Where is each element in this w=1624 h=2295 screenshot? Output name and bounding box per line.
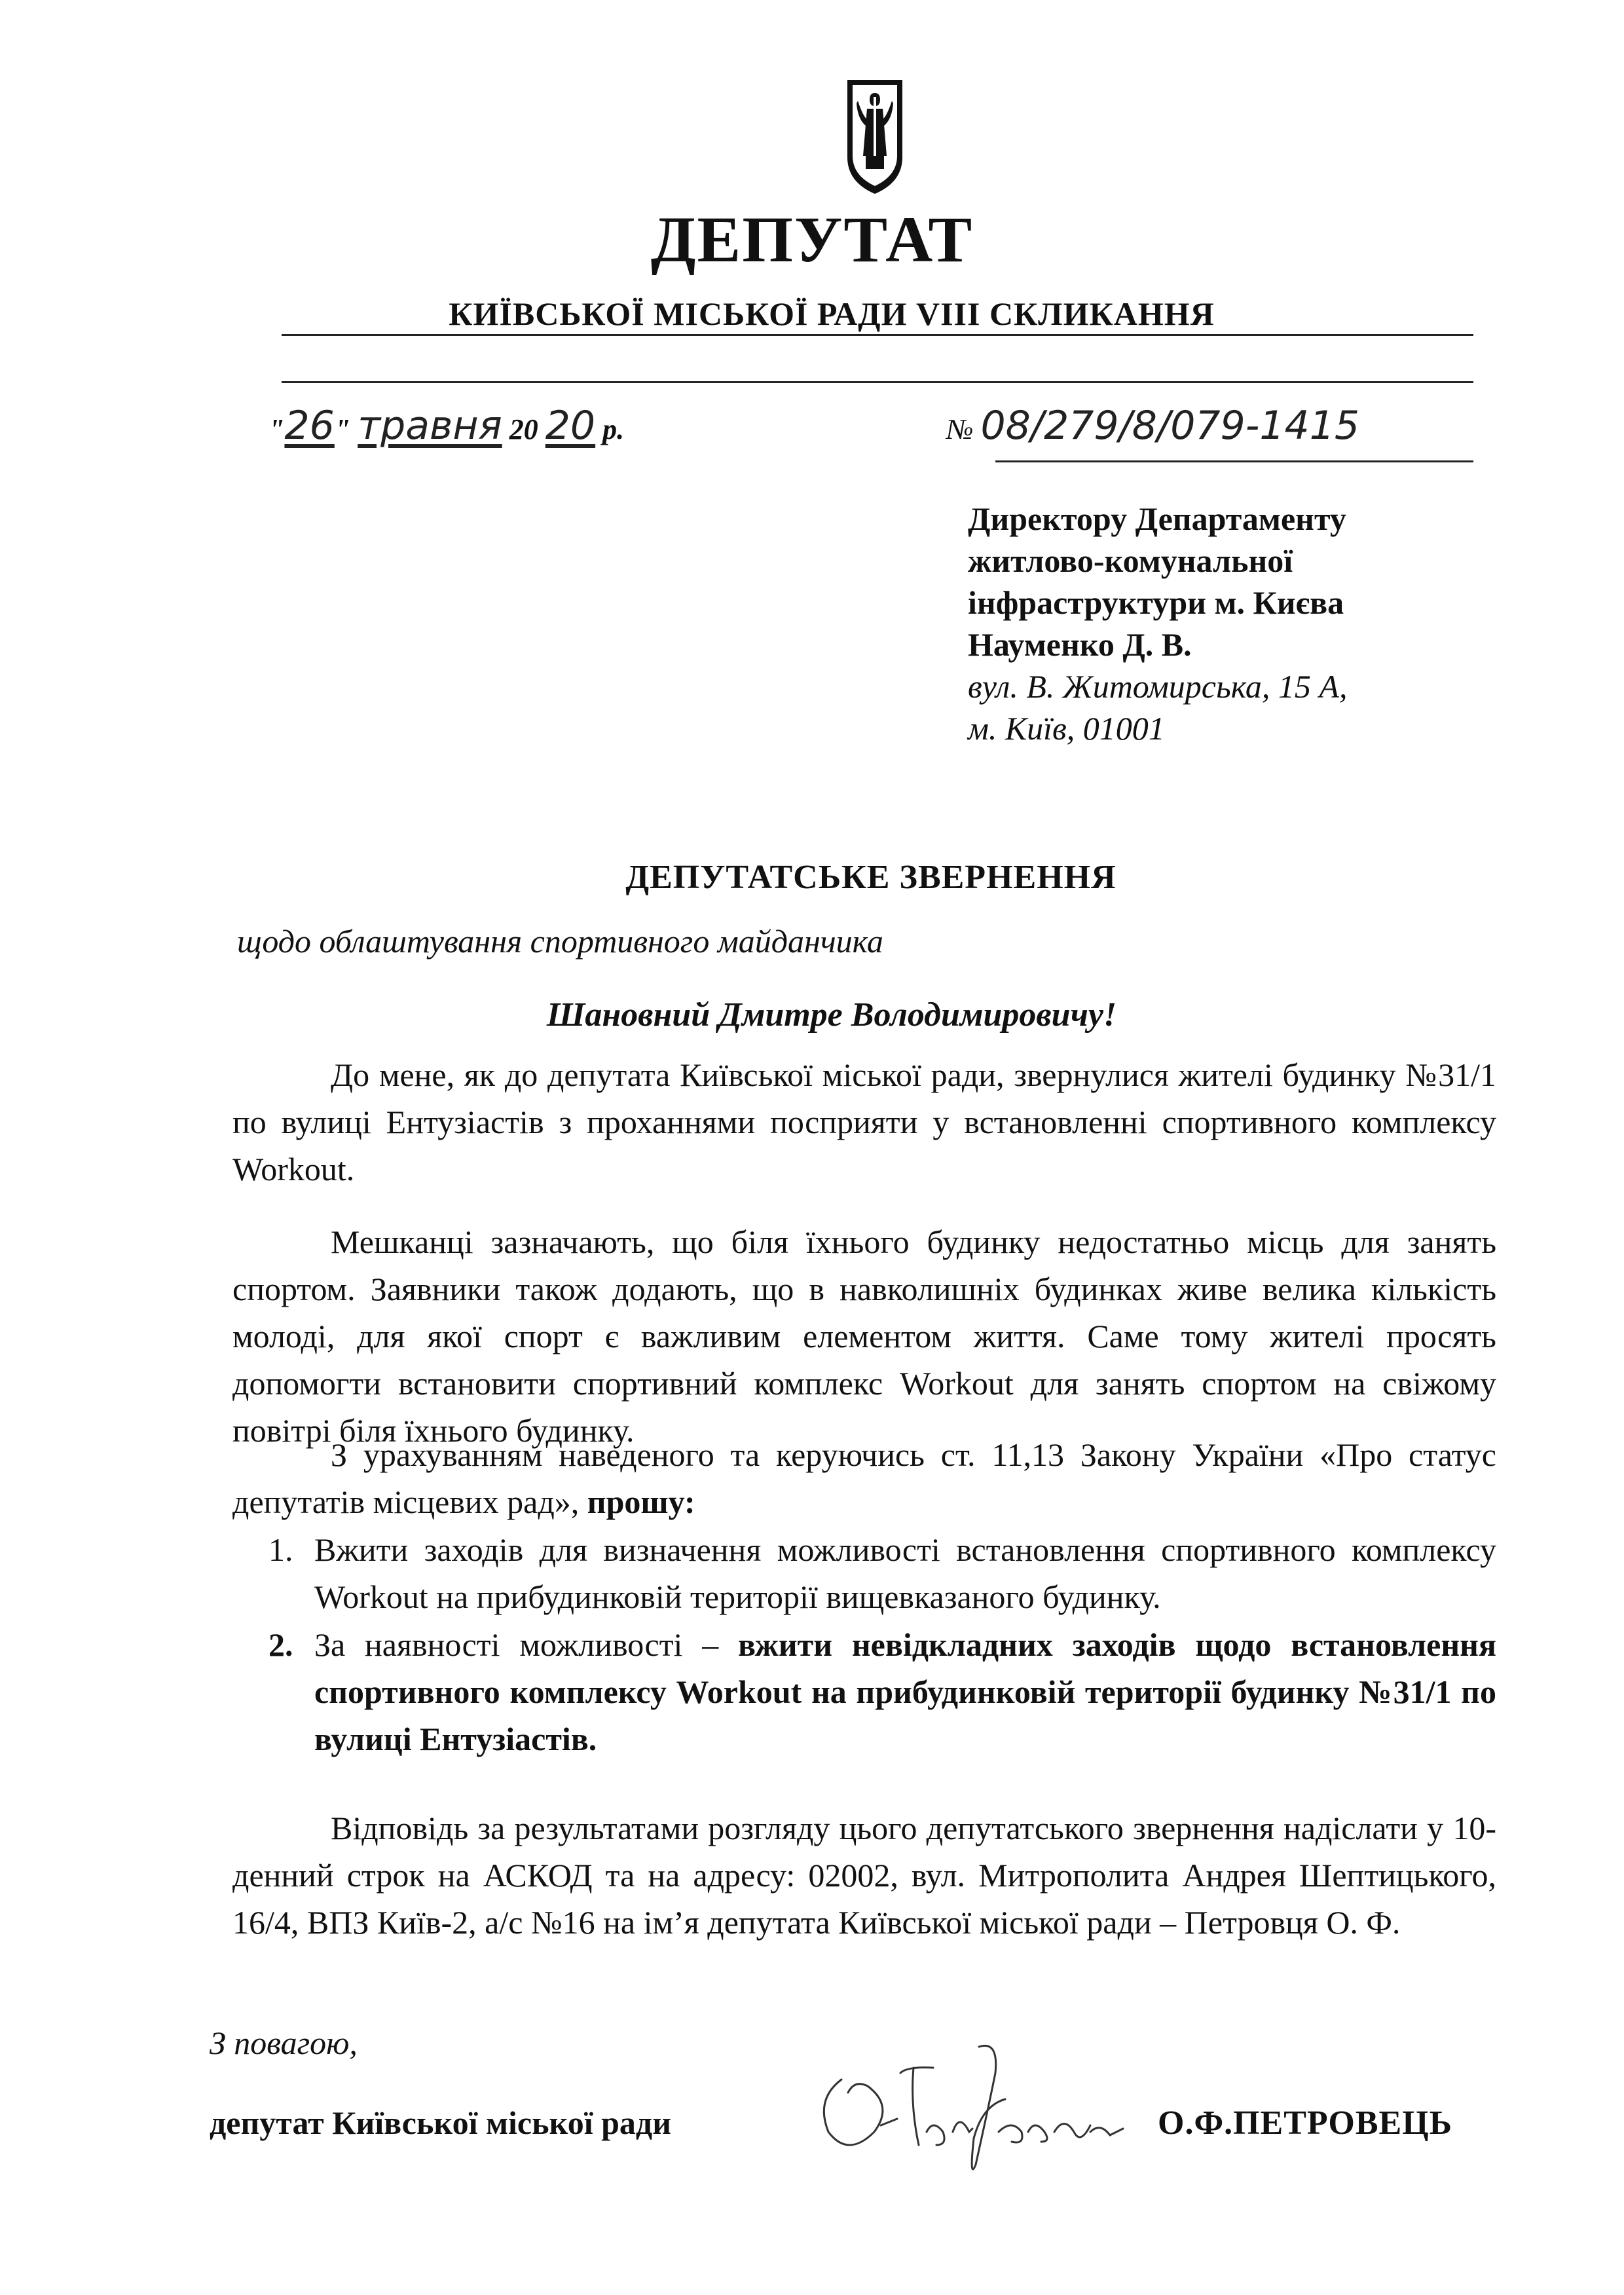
- body-paragraph-2: Мешканці зазначають, що біля їхнього будинку недостатньо місць для занять спортом. Заявники також додають, що в навколишніх будинках живе велика кількість молоді, для якої спорт є важливим елементом життя. Саме тому жителі просять допомогти встановити спортивний комплекс Workout для занять спортом на свіжому повітрі біля їхнього будинку.: [232, 1223, 1496, 1449]
- body-paragraph-4: Відповідь за результатами розгляду цього депутатського звернення надіслати у 10-денний строк на АСКОД та на адресу: 02002, вул. Митрополита Андрея Шептицького, 16/4, ВПЗ Київ-2, а/с №16 на ім’я депутата Київської міської ради – Петровця О. Ф.: [232, 1810, 1496, 1941]
- addressee-line: Директору Департаменту: [968, 500, 1346, 537]
- header-divider-bottom: [282, 381, 1473, 383]
- body-paragraph-3: [232, 1431, 1496, 1525]
- date-year-prefix: 20: [509, 413, 538, 445]
- handwritten-signature-icon: [802, 2034, 1136, 2184]
- document-subject: щодо облаштування спортивного майданчика: [237, 923, 883, 960]
- addressee-city: м. Київ, 01001: [968, 710, 1165, 747]
- greeting: Шановний Дмитре Володимировичу!: [546, 996, 1117, 1034]
- reg-number-underline: [995, 460, 1473, 462]
- closing-regards: З повагою,: [210, 2024, 358, 2061]
- document-title: ДЕПУТАТСЬКЕ ЗВЕРНЕННЯ: [625, 859, 1116, 896]
- addressee-street: вул. В. Житомирська, 15 А,: [968, 668, 1348, 705]
- item-number: 2.: [268, 1626, 293, 1663]
- date-r: р.: [602, 413, 625, 445]
- date-quote-open: ": [268, 413, 285, 445]
- body-paragraph-1: До мене, як до депутата Київської міської ради, звернулися жителі будинку №31/1 по вулиці Ентузіастів з проханнями посприяти у встановленні спортивного комплексу Workout.: [232, 1056, 1496, 1187]
- letter-date: [268, 403, 624, 449]
- kyiv-coat-of-arms-icon: [843, 77, 906, 196]
- reg-number-value: 08/279/8/079-1415: [980, 403, 1360, 449]
- addressee-block: [968, 498, 1347, 749]
- date-year-suffix: 20: [545, 403, 596, 449]
- item-text-regular: За наявності можливості –: [314, 1626, 719, 1663]
- item-text: [314, 1621, 1496, 1763]
- item-text: Вжити заходів для визначення можливості встановлення спортивного комплексу Workout на прибудинковій території вищевказаного будинку.: [314, 1531, 1496, 1615]
- date-day: 26: [284, 403, 335, 449]
- addressee-name: Науменко Д. В.: [968, 626, 1192, 663]
- paragraph-3-text: З урахуванням наведеного та керуючись ст. 11,13 Закону України «Про статус депутатів місцевих рад»,: [232, 1436, 1496, 1520]
- request-item-2: [232, 1621, 1496, 1763]
- reg-label: №: [946, 413, 974, 445]
- request-item-1: [232, 1526, 1496, 1620]
- letterhead-subtitle: КИЇВСЬКОЇ МІСЬКОЇ РАДИ VIII СКЛИКАННЯ: [449, 295, 1215, 332]
- addressee-line: інфраструктури м. Києва: [968, 584, 1344, 621]
- paragraph-3-request: прошу:: [587, 1483, 695, 1520]
- date-month: травня: [358, 403, 502, 449]
- signer-role: депутат Київської міської ради: [210, 2104, 672, 2141]
- item-text-bold: вжити невідкладних заходів щодо встановлення спортивного комплексу Workout на прибудинковій території будинку №31/1 по вулиці Ентузіастів.: [314, 1626, 1496, 1757]
- signer-name: О.Ф.ПЕТРОВЕЦЬ: [1158, 2104, 1453, 2142]
- addressee-line: житлово-комунальної: [968, 542, 1293, 579]
- letterhead-title: ДЕПУТАТ: [650, 203, 974, 276]
- date-quote-close: ": [334, 413, 351, 445]
- registration-number: [946, 403, 1359, 449]
- item-number: 1.: [268, 1531, 293, 1568]
- header-divider-top: [282, 334, 1473, 336]
